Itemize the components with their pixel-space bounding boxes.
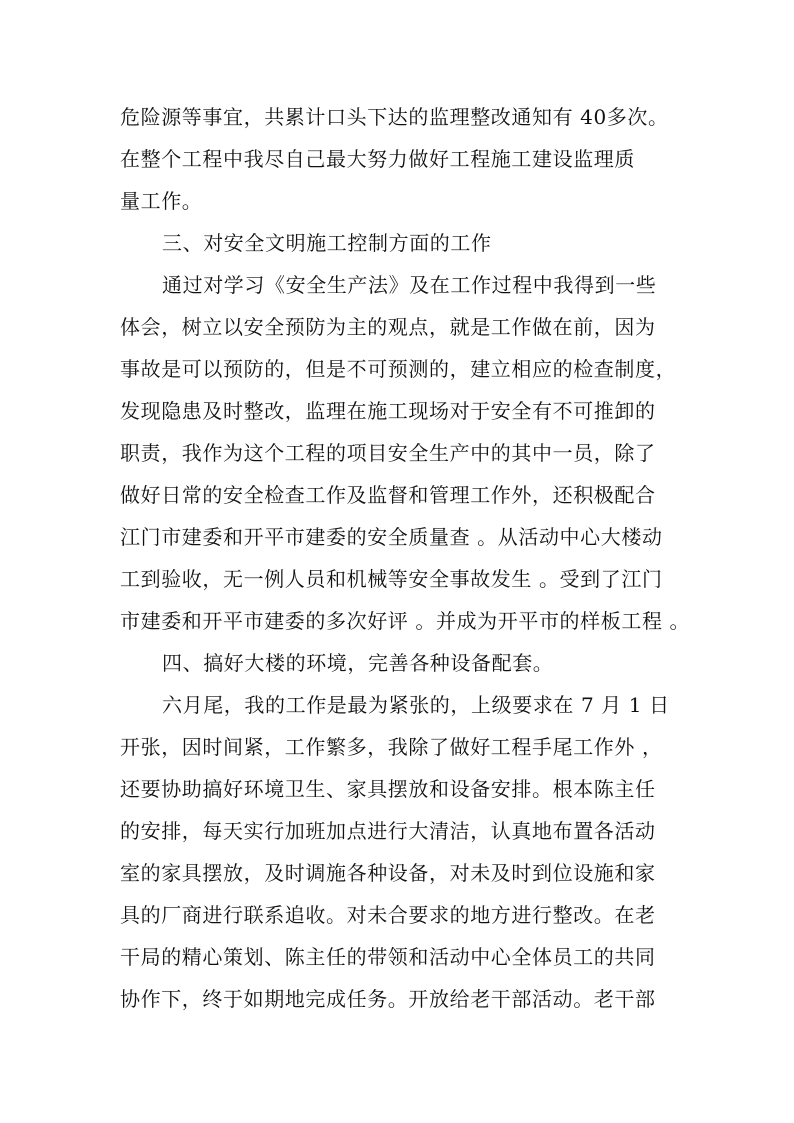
text-line-1: 危险源等事宜，共累计口头下达的监理整改通知有 40多次。 xyxy=(120,105,669,129)
text-line-15: 六月尾，我的工作是最为紧张的，上级要求在 7 月 1 日 xyxy=(162,693,670,717)
text-line-12: 工到验收，无一例人员和机械等安全事故发生 。受到了江门 xyxy=(120,567,663,591)
text-line-6: 体会，树立以安全预防为主的观点，就是工作做在前，因为 xyxy=(120,315,656,339)
text-line-11: 江门市建委和开平市建委的安全质量查 。从活动中心大楼动 xyxy=(120,525,663,549)
section-heading-3: 三、对安全文明施工控制方面的工作 xyxy=(162,231,492,255)
text-line-19: 室的家具摆放，及时调施各种设备，对未及时到位设施和家 xyxy=(120,861,656,885)
text-line-16: 开张，因时间紧，工作繁多，我除了做好工程手尾工作外 ， xyxy=(120,735,663,759)
text-line-22: 协作下，终于如期地完成任务。开放给老干部活动。老干部 xyxy=(120,987,656,1011)
text-line-8: 发现隐患及时整改，监理在施工现场对于安全有不可推卸的 xyxy=(120,399,656,423)
text-line-10: 做好日常的安全检查工作及监督和管理工作外，还积极配合 xyxy=(120,483,656,507)
text-line-17: 还要协助搞好环境卫生、家具摆放和设备安排。根本陈主任 xyxy=(120,777,656,801)
text-line-3: 量工作。 xyxy=(120,189,203,213)
text-line-2: 在整个工程中我尽自己最大努力做好工程施工建设监理质 xyxy=(120,147,635,171)
text-line-18: 的安排，每天实行加班加点进行大清洁，认真地布置各活动 xyxy=(120,819,656,843)
text-line-7: 事故是可以预防的，但是不可预测的，建立相应的检查制度， xyxy=(120,357,677,381)
text-line-20: 具的厂商进行联系追收。对未合要求的地方进行整改。在老 xyxy=(120,903,656,927)
section-heading-4: 四、搞好大楼的环境，完善各种设备配套。 xyxy=(162,651,554,675)
text-line-5: 通过对学习《安全生产法》及在工作过程中我得到一些 xyxy=(162,273,657,297)
text-line-9: 职责，我作为这个工程的项目安全生产中的其中一员，除了 xyxy=(120,441,656,465)
text-line-13: 市建委和开平市建委的多次好评 。并成为开平市的样板工程 。 xyxy=(120,609,691,633)
text-line-21: 干局的精心策划、陈主任的带领和活动中心全体员工的共同 xyxy=(120,945,656,969)
